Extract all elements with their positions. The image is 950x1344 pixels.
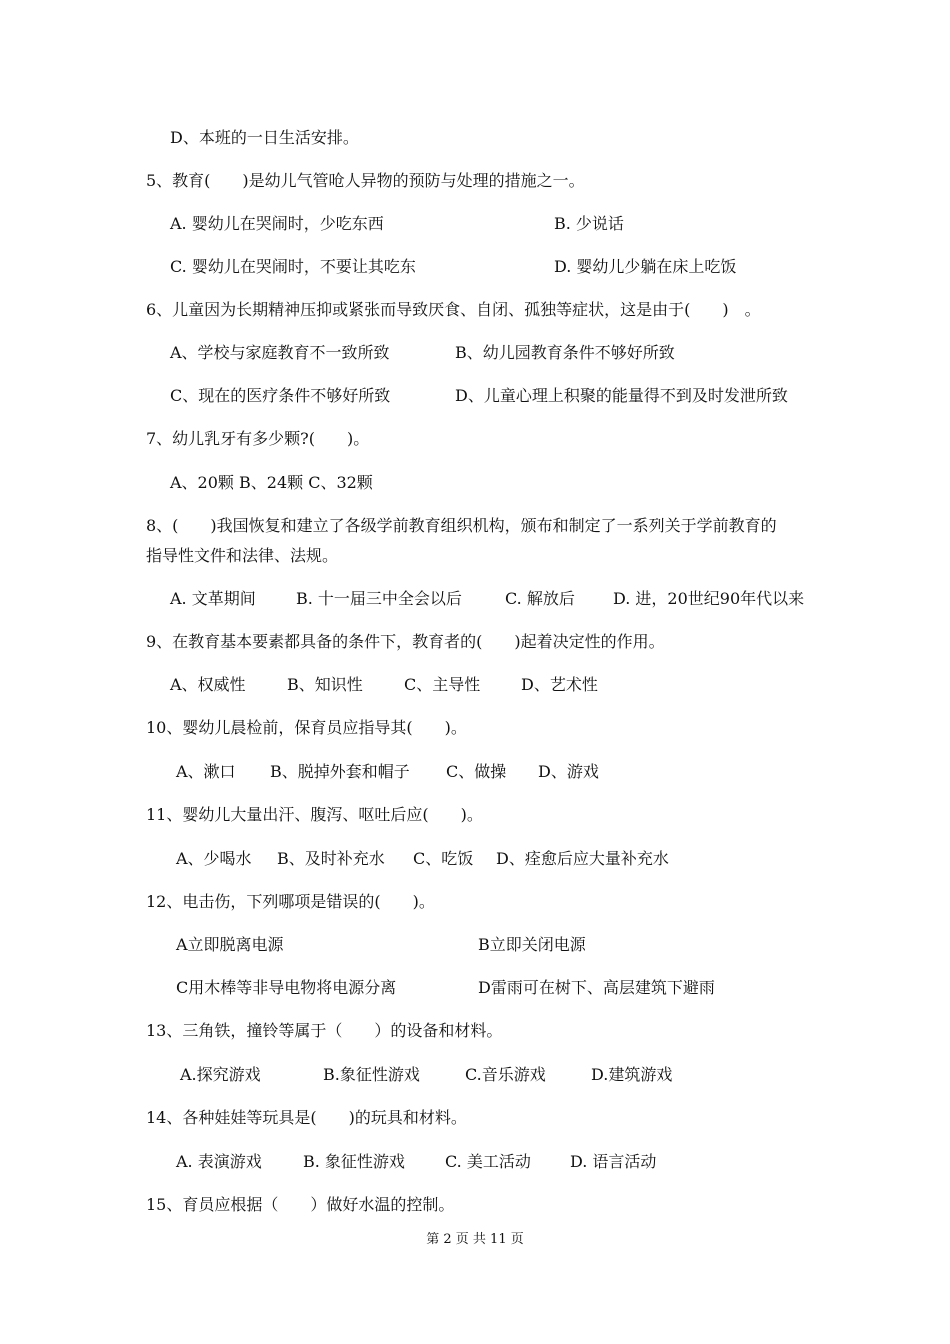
option-14b: B. 象征性游戏 [303, 1152, 405, 1171]
question-8-continued: 指导性文件和法律、法规。 [146, 546, 339, 565]
option-13a: A.探究游戏 [180, 1065, 261, 1084]
option-5c: C. 婴幼儿在哭闹时，不要让其吃东 [170, 257, 416, 276]
option-13c: C.音乐游戏 [465, 1065, 546, 1084]
option-12d: D雷雨可在树下、高层建筑下避雨 [478, 978, 715, 997]
option-10b: B、脱掉外套和帽子 [270, 762, 410, 781]
option-10c: C、做操 [446, 762, 507, 781]
question-11: 11、婴幼儿大量出汗、腹泻、呕吐后应( )。 [146, 805, 483, 824]
question-15: 15、育员应根据（ ）做好水温的控制。 [146, 1195, 455, 1214]
option-9b: B、知识性 [287, 675, 363, 694]
option-10a: A、漱口 [176, 762, 236, 781]
option-6d: D、儿童心理上积聚的能量得不到及时发泄所致 [455, 386, 788, 405]
option-9c: C、主导性 [404, 675, 481, 694]
option-14c: C. 美工活动 [445, 1152, 531, 1171]
option-6c: C、现在的医疗条件不够好所致 [170, 386, 391, 405]
option-13b: B.象征性游戏 [323, 1065, 420, 1084]
question-8: 8、( )我国恢复和建立了各级学前教育组织机构，颁布和制定了一系列关于学前教育的 [146, 516, 777, 535]
question-5: 5、教育( )是幼儿气管呛人异物的预防与处理的措施之一。 [146, 171, 585, 190]
option-12a: A立即脱离电源 [176, 935, 284, 954]
option-8a: A. 文革期间 [170, 589, 256, 608]
question-14: 14、各种娃娃等玩具是( )的玩具和材料。 [146, 1108, 467, 1127]
option-6a: A、学校与家庭教育不一致所致 [170, 343, 390, 362]
option-8d: D. 进，20世纪90年代以来 [613, 589, 805, 608]
question-12: 12、电击伤，下列哪项是错误的( )。 [146, 892, 435, 911]
question-7: 7、幼儿乳牙有多少颗?( )。 [146, 429, 370, 448]
option-4d: D、本班的一日生活安排。 [170, 128, 359, 147]
option-5d: D. 婴幼儿少躺在床上吃饭 [554, 257, 737, 276]
option-8c: C. 解放后 [505, 589, 575, 608]
option-9a: A、权威性 [170, 675, 246, 694]
option-14d: D. 语言活动 [570, 1152, 657, 1171]
option-10d: D、游戏 [538, 762, 599, 781]
option-11b: B、及时补充水 [277, 849, 385, 868]
question-13: 13、三角铁，撞铃等属于（ ）的设备和材料。 [146, 1021, 503, 1040]
question-6: 6、儿童因为长期精神压抑或紧张而导致厌食、自闭、孤独等症状，这是由于( ) 。 [146, 300, 761, 319]
option-11c: C、吃饭 [413, 849, 474, 868]
option-9d: D、艺术性 [521, 675, 598, 694]
option-11a: A、少喝水 [176, 849, 252, 868]
page-number-footer: 第 2 页 共 11 页 [426, 1232, 524, 1247]
option-5b: B. 少说话 [554, 214, 624, 233]
option-12c: C用木棒等非导电物将电源分离 [176, 978, 397, 997]
option-8b: B. 十一届三中全会以后 [296, 589, 462, 608]
option-5a: A. 婴幼儿在哭闹时，少吃东西 [170, 214, 384, 233]
question-10: 10、婴幼儿晨检前，保育员应指导其( )。 [146, 718, 467, 737]
option-12b: B立即关闭电源 [478, 935, 586, 954]
option-6b: B、幼儿园教育条件不够好所致 [455, 343, 675, 362]
question-9: 9、在教育基本要素都具备的条件下，教育者的( )起着决定性的作用。 [146, 632, 665, 651]
option-14a: A. 表演游戏 [176, 1152, 262, 1171]
option-13d: D.建筑游戏 [591, 1065, 673, 1084]
option-11d: D、痊愈后应大量补充水 [496, 849, 669, 868]
options-7: A、20颗 B、24颗 C、32颗 [170, 473, 373, 492]
